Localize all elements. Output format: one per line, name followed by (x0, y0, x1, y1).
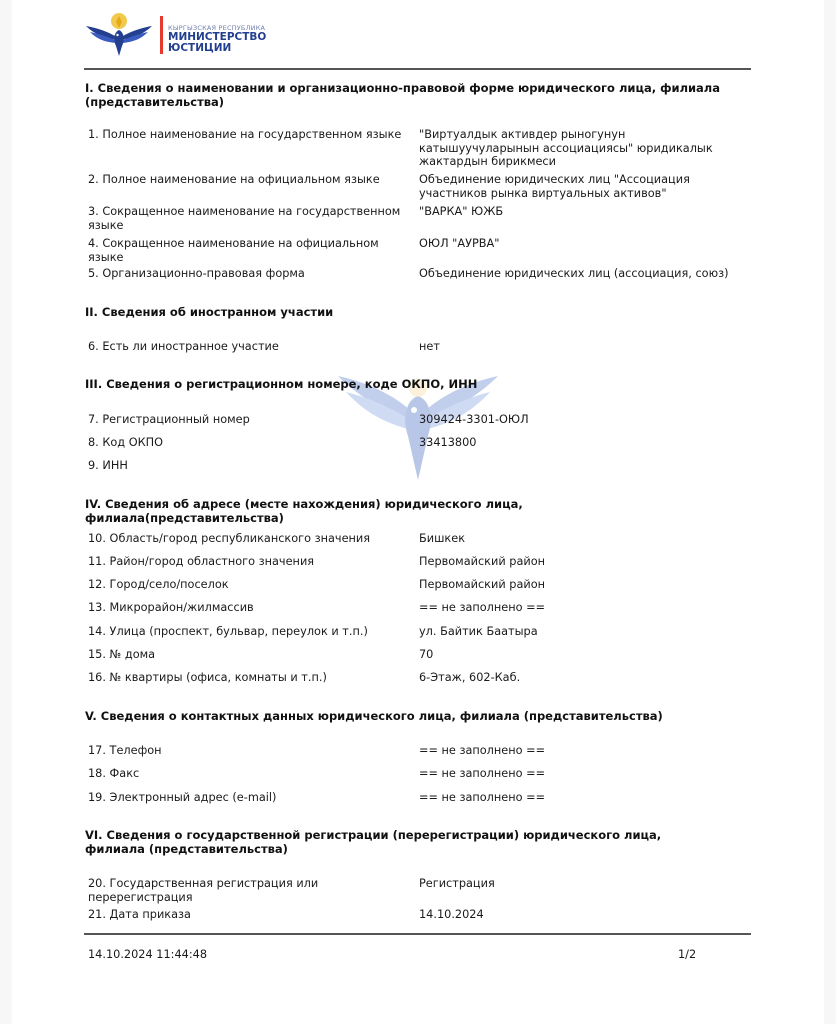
footer-timestamp: 14.10.2024 11:44:48 (88, 948, 208, 961)
row-label: 9. ИНН (88, 459, 128, 472)
row-label: 10. Область/город республиканского значения (88, 532, 371, 545)
row-value: 33413800 (419, 436, 477, 449)
logo-ministry-line2: ЮСТИЦИИ (168, 42, 232, 54)
logo-ministry-text (168, 32, 266, 54)
row-label: 20. Государственная регистрация или перерегистрация (88, 877, 319, 904)
row-value: Объединение юридических лиц (ассоциация, союз) (419, 267, 729, 280)
row-label: 6. Есть ли иностранное участие (88, 340, 279, 353)
row-label: 3. Сокращенное наименование на государственном языке (88, 205, 401, 232)
row-value: Регистрация (419, 877, 495, 890)
row-value: "Виртуалдык активдер рыногунун катышуучуларынын ассоциациясы" юридикалык жактардын бирикмеси (419, 128, 713, 168)
row-label: 12. Город/село/поселок (88, 578, 229, 591)
section-title-5: V. Сведения о контактных данных юридического лица, филиала (представительства) (85, 709, 663, 723)
row-label: 5. Организационно-правовая форма (88, 267, 305, 280)
page-number: 1/2 (678, 948, 697, 961)
logo-ministry-line1: МИНИСТЕРСТВО (168, 31, 267, 43)
row-value: 309424-3301-ОЮЛ (419, 413, 529, 426)
ministry-logo (84, 10, 267, 60)
row-value: ОЮЛ "АУРВА" (419, 237, 500, 250)
row-value: == не заполнено == (419, 767, 546, 780)
header-rule (84, 68, 751, 70)
row-label: 19. Электронный адрес (e-mail) (88, 791, 277, 804)
footer-rule (84, 933, 751, 935)
row-value: нет (419, 340, 440, 353)
logo-divider (160, 16, 163, 54)
row-value: ул. Байтик Баатыра (419, 625, 538, 638)
row-value: Бишкек (419, 532, 466, 545)
row-label: 7. Регистрационный номер (88, 413, 250, 426)
row-value: 6-Этаж, 602-Каб. (419, 671, 521, 684)
row-value: Объединение юридических лиц "Ассоциация участников рынка виртуальных активов" (419, 173, 690, 200)
section-title-1: I. Сведения о наименовании и организационно-правовой форме юридического лица, филиала (представительства) (85, 81, 720, 109)
row-label: 16. № квартиры (офиса, комнаты и т.п.) (88, 671, 327, 684)
row-value: "ВАРКА" ЮЖБ (419, 205, 504, 218)
row-label: 11. Район/город областного значения (88, 555, 315, 568)
row-value: 70 (419, 648, 434, 661)
row-label: 2. Полное наименование на официальном языке (88, 173, 380, 186)
section-title-6: VI. Сведения о государственной регистрации (перерегистрации) юридического лица, филиала (представительства) (85, 828, 662, 856)
section-title-2: II. Сведения об иностранном участии (85, 305, 334, 319)
section-title-3: III. Сведения о регистрационном номере, коде ОКПО, ИНН (85, 377, 478, 391)
row-value: 14.10.2024 (419, 908, 484, 921)
logo-republic-text: КЫРГЫЗСКАЯ РЕСПУБЛИКА (168, 24, 266, 32)
eagle-emblem-icon (84, 10, 154, 60)
row-label: 1. Полное наименование на государственном языке (88, 128, 402, 141)
row-label: 15. № дома (88, 648, 156, 661)
row-label: 21. Дата приказа (88, 908, 191, 921)
row-label: 14. Улица (проспект, бульвар, переулок и т.п.) (88, 625, 368, 638)
row-value: Первомайский район (419, 578, 546, 591)
row-label: 17. Телефон (88, 744, 162, 757)
row-value: == не заполнено == (419, 601, 546, 614)
row-label: 8. Код ОКПО (88, 436, 164, 449)
row-label: 4. Сокращенное наименование на официальном языке (88, 237, 379, 264)
row-value: == не заполнено == (419, 791, 546, 804)
section-title-4: IV. Сведения об адресе (месте нахождения) юридического лица, филиала(представительства) (85, 497, 523, 525)
row-label: 13. Микрорайон/жилмассив (88, 601, 254, 614)
row-label: 18. Факс (88, 767, 140, 780)
row-value: == не заполнено == (419, 744, 546, 757)
row-value: Первомайский район (419, 555, 546, 568)
